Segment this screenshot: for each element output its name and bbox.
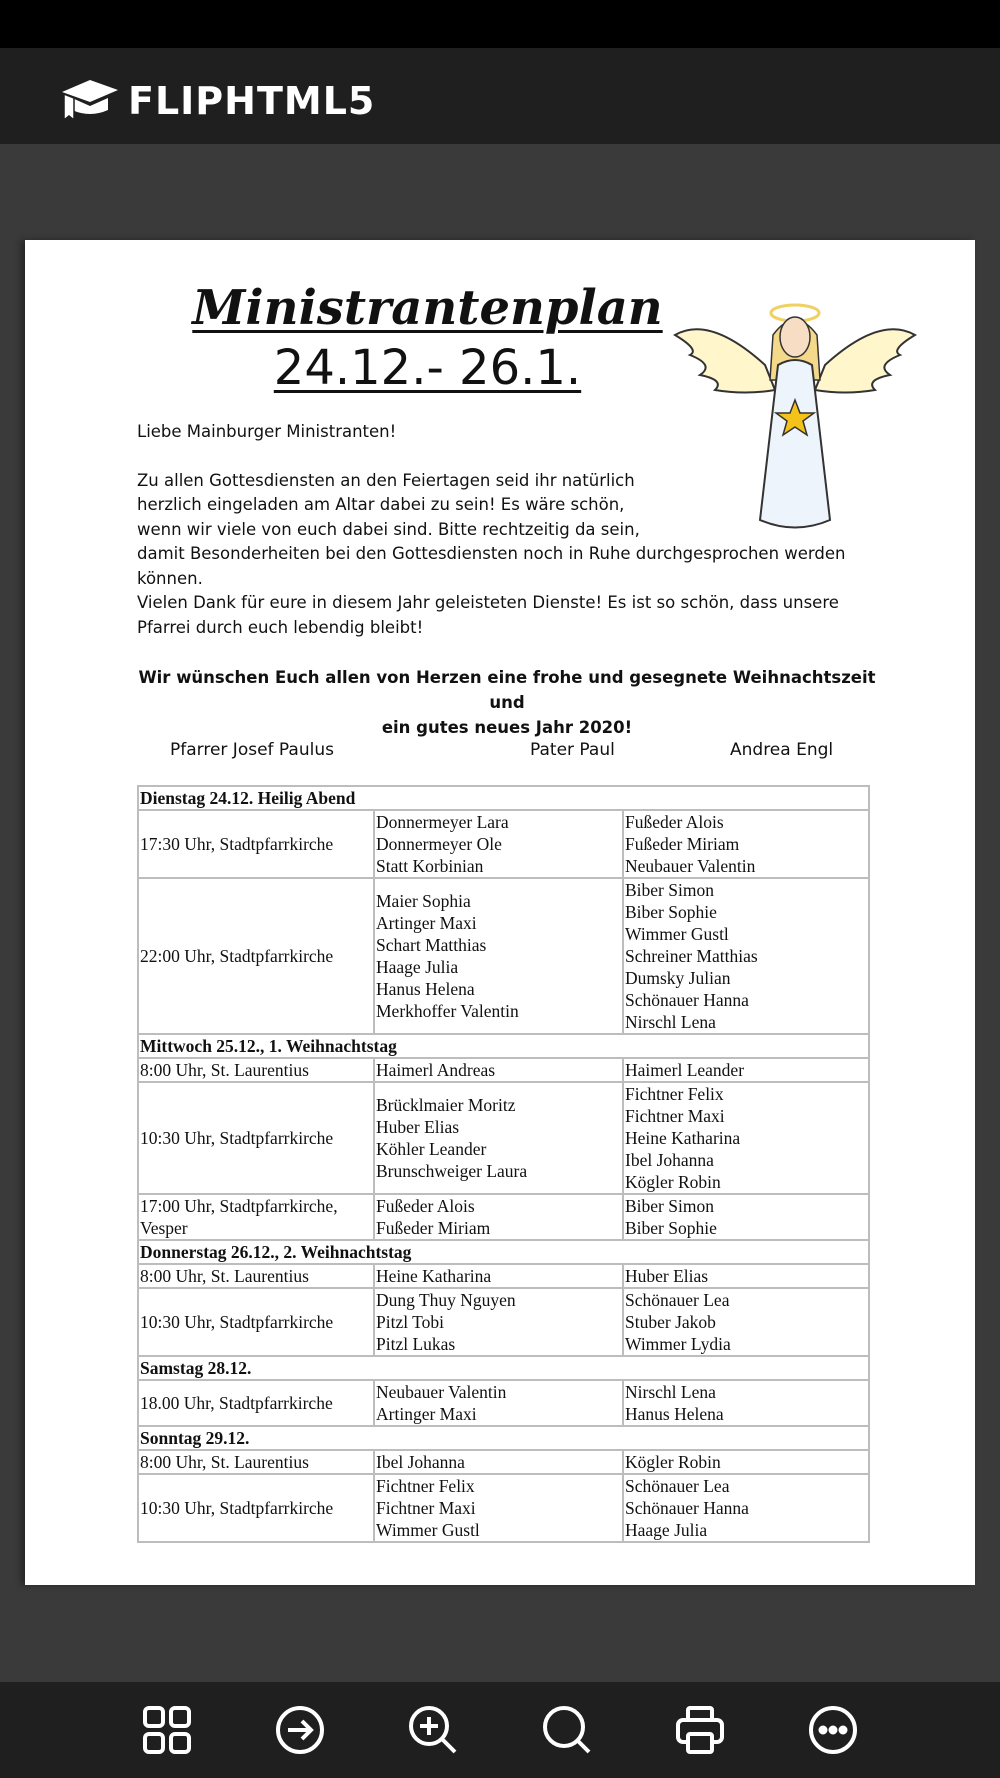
server-name: Artinger Maxi [376, 1404, 477, 1424]
server-name: Biber Simon [625, 880, 714, 900]
graduation-cap-book-icon [58, 76, 120, 126]
server-name: Fichtner Felix [625, 1084, 724, 1104]
service-time: 10:30 Uhr, Stadtpfarrkirche [138, 1288, 374, 1356]
title-line-1: Ministrantenplan [192, 280, 663, 336]
server-name: Schönauer Hanna [625, 1498, 749, 1518]
server-name: Fichtner Maxi [625, 1106, 725, 1126]
server-name: Maier Sophia [376, 891, 471, 911]
server-group-a [374, 1288, 623, 1356]
day-row [138, 1240, 869, 1264]
intro-line: können. [137, 568, 203, 588]
server-name: Fichtner Maxi [376, 1498, 476, 1518]
day-row [138, 786, 869, 810]
server-name: Kögler Robin [625, 1172, 721, 1192]
search-button[interactable] [540, 1703, 594, 1757]
server-group-b [623, 878, 869, 1034]
server-name: Schreiner Matthias [625, 946, 758, 966]
printer-icon [674, 1704, 726, 1756]
top-bar [0, 48, 1000, 144]
server-name: Schönauer Hanna [625, 990, 749, 1010]
holiday-wish [137, 665, 877, 740]
server-name: Heine Katharina [376, 1266, 492, 1286]
server-group-a [374, 810, 623, 878]
grid-icon [141, 1704, 193, 1756]
server-name: Pitzl Tobi [376, 1312, 444, 1332]
service-row [138, 1288, 869, 1356]
day-row [138, 1426, 869, 1450]
intro-text [137, 420, 877, 640]
more-button[interactable] [806, 1703, 860, 1757]
wish-line-2: ein gutes neues Jahr 2020! [381, 718, 633, 737]
wish-line-1: Wir wünschen Euch allen von Herzen eine frohe und gesegnete Weihnachtszeit und [138, 668, 876, 712]
server-name: Fußeder Miriam [625, 834, 740, 854]
day-heading: Sonntag 29.12. [138, 1426, 869, 1450]
signature-engl: Andrea Engl [730, 740, 834, 760]
server-group-b [623, 1450, 869, 1474]
server-name: Huber Elias [625, 1266, 709, 1286]
server-name: Hanus Helena [625, 1404, 724, 1424]
server-group-a [374, 1082, 623, 1194]
server-group-b [623, 1194, 869, 1240]
server-group-b [623, 1288, 869, 1356]
schedule-table [137, 785, 870, 1543]
service-row [138, 1194, 869, 1240]
server-name: Schönauer Lea [625, 1476, 730, 1496]
service-row [138, 810, 869, 878]
server-name: Nirschl Lena [625, 1382, 716, 1402]
server-group-a [374, 1264, 623, 1288]
service-time: 18.00 Uhr, Stadtpfarrkirche [138, 1380, 374, 1426]
server-name: Neubauer Valentin [625, 856, 756, 876]
day-row [138, 1356, 869, 1380]
signature-pfarrer: Pfarrer Josef Paulus [170, 740, 334, 760]
server-group-b [623, 1264, 869, 1288]
share-button[interactable] [273, 1703, 327, 1757]
server-group-b [623, 1058, 869, 1082]
zoom-in-button[interactable] [406, 1703, 460, 1757]
intro-line: Zu allen Gottesdiensten an den Feiertagen seid ihr natürlich [137, 470, 635, 490]
server-name: Ibel Johanna [376, 1452, 465, 1472]
zoom-in-icon [407, 1704, 459, 1756]
service-time: 8:00 Uhr, St. Laurentius [138, 1450, 374, 1474]
day-heading: Mittwoch 25.12., 1. Weihnachtstag [138, 1034, 869, 1058]
day-heading: Samstag 28.12. [138, 1356, 869, 1380]
server-name: Merkhoffer Valentin [376, 1001, 519, 1021]
document-page [25, 240, 975, 1585]
print-button[interactable] [673, 1703, 727, 1757]
server-name: Donnermeyer Lara [376, 812, 509, 832]
document-title [165, 278, 690, 398]
intro-line: damit Besonderheiten bei den Gottesdiensten noch in Ruhe durchgesprochen werden [137, 544, 846, 563]
greeting: Liebe Mainburger Ministranten! [137, 422, 397, 441]
server-group-a [374, 878, 623, 1034]
app-name: FLIPHTML5 [128, 79, 376, 123]
server-name: Dung Thuy Nguyen [376, 1290, 516, 1310]
server-name: Kögler Robin [625, 1452, 721, 1472]
intro-line: Vielen Dank für eure in diesem Jahr geleisteten Dienste! Es ist so schön, dass unsere [137, 593, 839, 612]
server-name: Fußeder Miriam [376, 1218, 491, 1238]
intro-line: wenn wir viele von euch dabei sind. Bitte rechtzeitig da sein, [137, 519, 640, 539]
server-name: Pitzl Lukas [376, 1334, 456, 1354]
server-name: Nirschl Lena [625, 1012, 716, 1032]
server-name: Statt Korbinian [376, 856, 484, 876]
service-time: 10:30 Uhr, Stadtpfarrkirche [138, 1474, 374, 1542]
day-heading: Donnerstag 26.12., 2. Weihnachtstag [138, 1240, 869, 1264]
server-group-a [374, 1194, 623, 1240]
day-heading: Dienstag 24.12. Heilig Abend [138, 786, 869, 810]
server-name: Fußeder Alois [376, 1196, 475, 1216]
intro-line: Pfarrei durch euch lebendig bleibt! [137, 617, 424, 637]
server-name: Schönauer Lea [625, 1290, 730, 1310]
server-name: Huber Elias [376, 1117, 460, 1137]
server-name: Haage Julia [376, 957, 459, 977]
server-name: Brunschweiger Laura [376, 1161, 528, 1181]
service-row [138, 1474, 869, 1542]
service-row [138, 1380, 869, 1426]
title-line-2: 24.12.- 26.1. [273, 340, 582, 396]
server-name: Ibel Johanna [625, 1150, 714, 1170]
search-icon [541, 1704, 593, 1756]
server-group-b [623, 1474, 869, 1542]
app-logo[interactable] [58, 76, 375, 126]
server-name: Haimerl Andreas [376, 1060, 496, 1080]
server-group-a [374, 1474, 623, 1542]
intro-line: herzlich eingeladen am Altar dabei zu sein! Es wäre schön, [137, 495, 625, 514]
server-name: Dumsky Julian [625, 968, 731, 988]
service-row [138, 1082, 869, 1194]
server-group-b [623, 810, 869, 878]
server-group-a [374, 1380, 623, 1426]
service-time: 8:00 Uhr, St. Laurentius [138, 1264, 374, 1288]
server-name: Fußeder Alois [625, 812, 724, 832]
server-name: Schart Matthias [376, 935, 487, 955]
server-name: Wimmer Gustl [376, 1520, 480, 1540]
server-group-b [623, 1082, 869, 1194]
server-name: Artinger Maxi [376, 913, 477, 933]
service-row [138, 1058, 869, 1082]
service-time: 22:00 Uhr, Stadtpfarrkirche [138, 878, 374, 1034]
server-name: Fichtner Felix [376, 1476, 475, 1496]
server-name: Haimerl Leander [625, 1060, 745, 1080]
service-time: 17:00 Uhr, Stadtpfarrkirche, Vesper [138, 1194, 374, 1240]
service-time: 10:30 Uhr, Stadtpfarrkirche [138, 1082, 374, 1194]
service-row [138, 1450, 869, 1474]
server-name: Wimmer Lydia [625, 1334, 731, 1354]
server-name: Neubauer Valentin [376, 1382, 507, 1402]
service-time: 8:00 Uhr, St. Laurentius [138, 1058, 374, 1082]
service-time: 17:30 Uhr, Stadtpfarrkirche [138, 810, 374, 878]
day-row [138, 1034, 869, 1058]
more-dots-icon [807, 1704, 859, 1756]
server-name: Wimmer Gustl [625, 924, 729, 944]
service-row [138, 1264, 869, 1288]
server-name: Heine Katharina [625, 1128, 741, 1148]
server-group-b [623, 1380, 869, 1426]
server-name: Donnermeyer Ole [376, 834, 502, 854]
server-name: Biber Simon [625, 1196, 714, 1216]
server-name: Haage Julia [625, 1520, 708, 1540]
server-name: Biber Sophie [625, 1218, 717, 1238]
server-name: Stuber Jakob [625, 1312, 716, 1332]
service-row [138, 878, 869, 1034]
server-name: Hanus Helena [376, 979, 475, 999]
server-name: Biber Sophie [625, 902, 717, 922]
signature-pater: Pater Paul [530, 740, 615, 760]
server-name: Brücklmaier Moritz [376, 1095, 516, 1115]
server-name: Köhler Leander [376, 1139, 487, 1159]
server-group-a [374, 1450, 623, 1474]
server-group-a [374, 1058, 623, 1082]
status-bar [0, 0, 1000, 48]
bottom-toolbar [0, 1682, 1000, 1778]
arrow-circle-icon [274, 1704, 326, 1756]
thumbnails-button[interactable] [140, 1703, 194, 1757]
